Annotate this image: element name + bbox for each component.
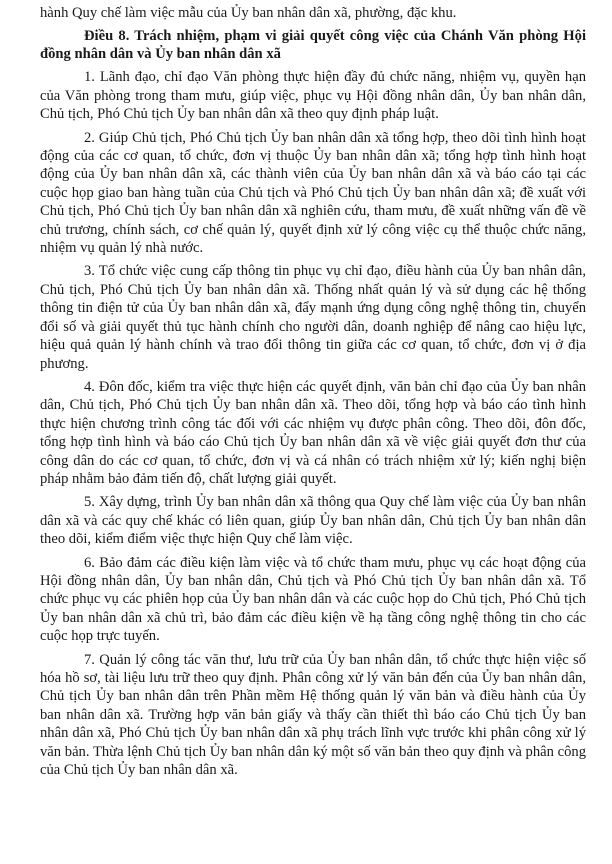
intro-line: hành Quy chế làm việc mẫu của Ủy ban nhân dân xã, phường, đặc khu. bbox=[40, 5, 457, 21]
paragraph-4: 4. Đôn đốc, kiểm tra việc thực hiện các quyết định, văn bản chỉ đạo của Ủy ban nhân dân, Chủ tịch, Phó Chủ tịch Ủy ban nhân dân xã. Theo dõi, tổng hợp và báo cáo tình hình thực hiện chương trình công tác đối với các nhiệm vụ được phân công. Theo dõi, đôn đốc, tổng hợp tình hình và báo cáo Chủ tịch Ủy ban nhân dân xã về việc giải quyết đơn thư của công dân do các cơ quan, tổ chức, đơn vị và cá nhân có trách nhiệm xử lý; kiến nghị biện pháp nhằm bảo đảm tiến độ, chất lượng giải quyết. bbox=[40, 378, 586, 487]
paragraph-6: 6. Bảo đảm các điều kiện làm việc và tổ chức tham mưu, phục vụ các hoạt động của Hội đồng nhân dân, Ủy ban nhân dân, Chủ tịch và Phó Chủ tịch Ủy ban nhân dân xã. Tổ chức phục vụ các phiên họp của Ủy ban nhân dân và các cuộc họp do Chủ tịch, Phó Chủ tịch Ủy ban nhân dân xã chủ trì, bảo đảm các điều kiện về hạ tầng công nghệ thông tin cho các cuộc họp trực tuyến. bbox=[40, 554, 586, 645]
paragraph-3: 3. Tổ chức việc cung cấp thông tin phục vụ chỉ đạo, điều hành của Ủy ban nhân dân, Chủ tịch, Phó Chủ tịch Ủy ban nhân dân xã. Thống nhất quản lý và sử dụng các hệ thống thông tin điện tử của Ủy ban nhân dân xã, đẩy mạnh ứng dụng công nghệ thông tin, chuyển đổi số và giải quyết thủ tục hành chính cho người dân, doanh nghiệp để nâng cao hiệu lực, hiệu quả quản lý hành chính và trao đổi thông tin giữa các cơ quan, tổ chức, đơn vị ở địa phương. bbox=[40, 263, 586, 372]
paragraph-1: 1. Lãnh đạo, chỉ đạo Văn phòng thực hiện đầy đủ chức năng, nhiệm vụ, quyền hạn của Văn phòng trong tham mưu, giúp việc, phục vụ Hội đồng nhân dân, Ủy ban nhân dân, Chủ tịch, Phó Chủ tịch Ủy ban nhân dân xã theo quy định pháp luật. bbox=[40, 69, 586, 123]
paragraph-2: 2. Giúp Chủ tịch, Phó Chủ tịch Ủy ban nhân dân xã tổng hợp, theo dõi tình hình hoạt động của các cơ quan, tổ chức, đơn vị thuộc Ủy ban nhân dân xã; tổng hợp tình hình hoạt động của Ủy ban nhân dân xã, các thành viên của Ủy ban nhân dân xã và báo cáo tại các cuộc họp giao ban hàng tuần của Chủ tịch và Phó Chủ tịch Ủy ban nhân dân xã; đề xuất với Chủ tịch, Phó Chủ tịch Ủy ban nhân dân xã nghiên cứu, tham mưu, đề xuất những vấn đề về chủ trương, chính sách, cơ chế quản lý, quyết định xử lý công việc cụ thể thuộc chức năng, nhiệm vụ quản lý nhà nước. bbox=[40, 129, 586, 257]
article-heading: Điều 8. Trách nhiệm, phạm vi giải quyết công việc của Chánh Văn phòng Hội đồng nhân dân và Ủy ban nhân dân xã bbox=[40, 28, 586, 63]
paragraph-5: 5. Xây dựng, trình Ủy ban nhân dân xã thông qua Quy chế làm việc của Ủy ban nhân dân xã và các quy chế khác có liên quan, giúp Ủy ban nhân dân, Chủ tịch Ủy ban nhân dân theo dõi, kiểm điểm việc thực hiện Quy chế làm việc. bbox=[40, 494, 586, 548]
paragraph-7: 7. Quản lý công tác văn thư, lưu trữ của Ủy ban nhân dân, tổ chức thực hiện việc số hóa hồ sơ, tài liệu lưu trữ theo quy định. Phân công xử lý văn bản đến của Ủy ban nhân dân, Chủ tịch Ủy ban nhân dân trên Phần mềm Hệ thống quản lý văn bản và điều hành của Ủy ban nhân dân xã. Trường hợp văn bản giấy và thấy cần thiết thì báo cáo Chủ tịch Ủy ban nhân dân xã, Phó Chủ tịch Ủy ban nhân dân xã phụ trách lĩnh vực trước khi phân công xử lý văn bản. Thừa lệnh Chủ tịch Ủy ban nhân dân ký một số văn bản theo quy định và phân công của Chủ tịch Ủy ban nhân dân xã. bbox=[40, 651, 586, 779]
